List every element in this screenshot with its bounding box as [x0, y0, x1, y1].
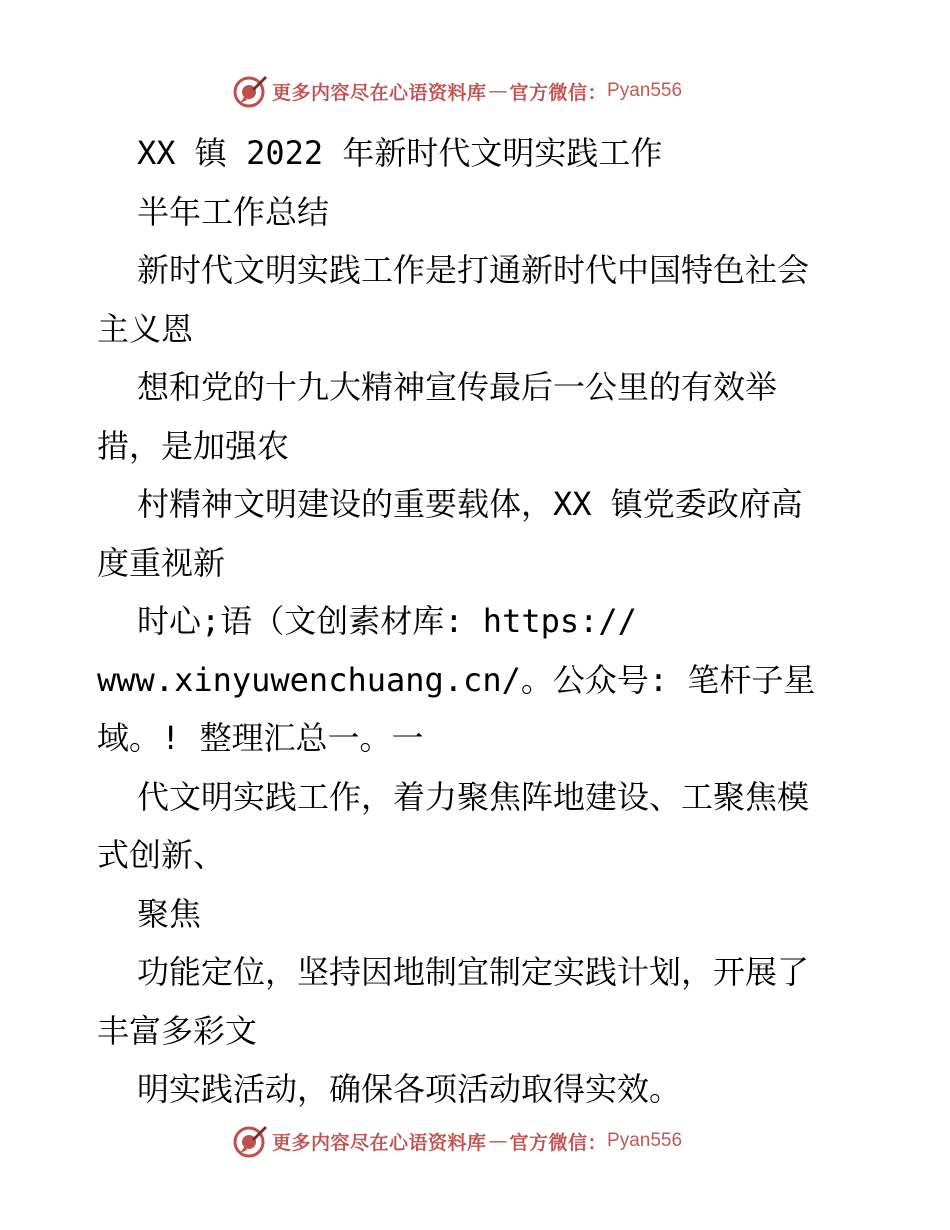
text-line: 明实践活动，确保各项活动取得实效。 [137, 1070, 682, 1108]
watermark-suffix: 官方微信： [509, 81, 608, 104]
watermark-separator: — [488, 1130, 508, 1152]
text-line: 想和党的十九大精神宣传最后一公里的有效举 [137, 368, 778, 406]
text-line: 村精神文明建设的重要载体，XX 镇党委政府高 [137, 485, 803, 523]
text-line: 半年工作总结 [137, 192, 330, 231]
text-line: 时心;语（文创素材库: https:// [137, 602, 637, 640]
text-line: 主义恩 [97, 309, 194, 348]
text-line: 聚焦 [137, 894, 202, 933]
watermark-account: Pyan556 [607, 1130, 683, 1151]
document-body [97, 124, 857, 1119]
pen-logo-icon [232, 73, 268, 109]
text-line: 功能定位，坚持因地制宜制定实践计划，开展了 [137, 953, 810, 991]
text-line: 域。! 整理汇总一。一 [97, 719, 424, 757]
text-line: 措，是加强农 [97, 426, 290, 465]
text-line: 新时代文明实践工作是打通新时代中国特色社会 [137, 251, 810, 289]
text-line: 式创新、 [97, 836, 226, 874]
text-line: 代文明实践工作，着力聚焦阵地建设、工聚焦模 [137, 777, 810, 816]
footer-watermark [232, 1122, 722, 1160]
text-line: www.xinyuwenchuang.cn/。公众号: 笔杆子星 [97, 660, 816, 699]
text-line: XX 镇 2022 年新时代文明实践工作 [137, 134, 663, 172]
pen-logo-icon [232, 1123, 268, 1159]
watermark-label: 更多内容尽在心语资料库 [272, 81, 487, 104]
watermark-separator: — [488, 80, 508, 102]
watermark-label: 更多内容尽在心语资料库 [272, 1131, 487, 1154]
header-watermark [232, 72, 722, 110]
watermark-account: Pyan556 [607, 80, 683, 101]
text-line: 度重视新 [97, 543, 226, 582]
watermark-suffix: 官方微信： [509, 1131, 608, 1154]
text-line: 丰富多彩文 [97, 1011, 258, 1050]
